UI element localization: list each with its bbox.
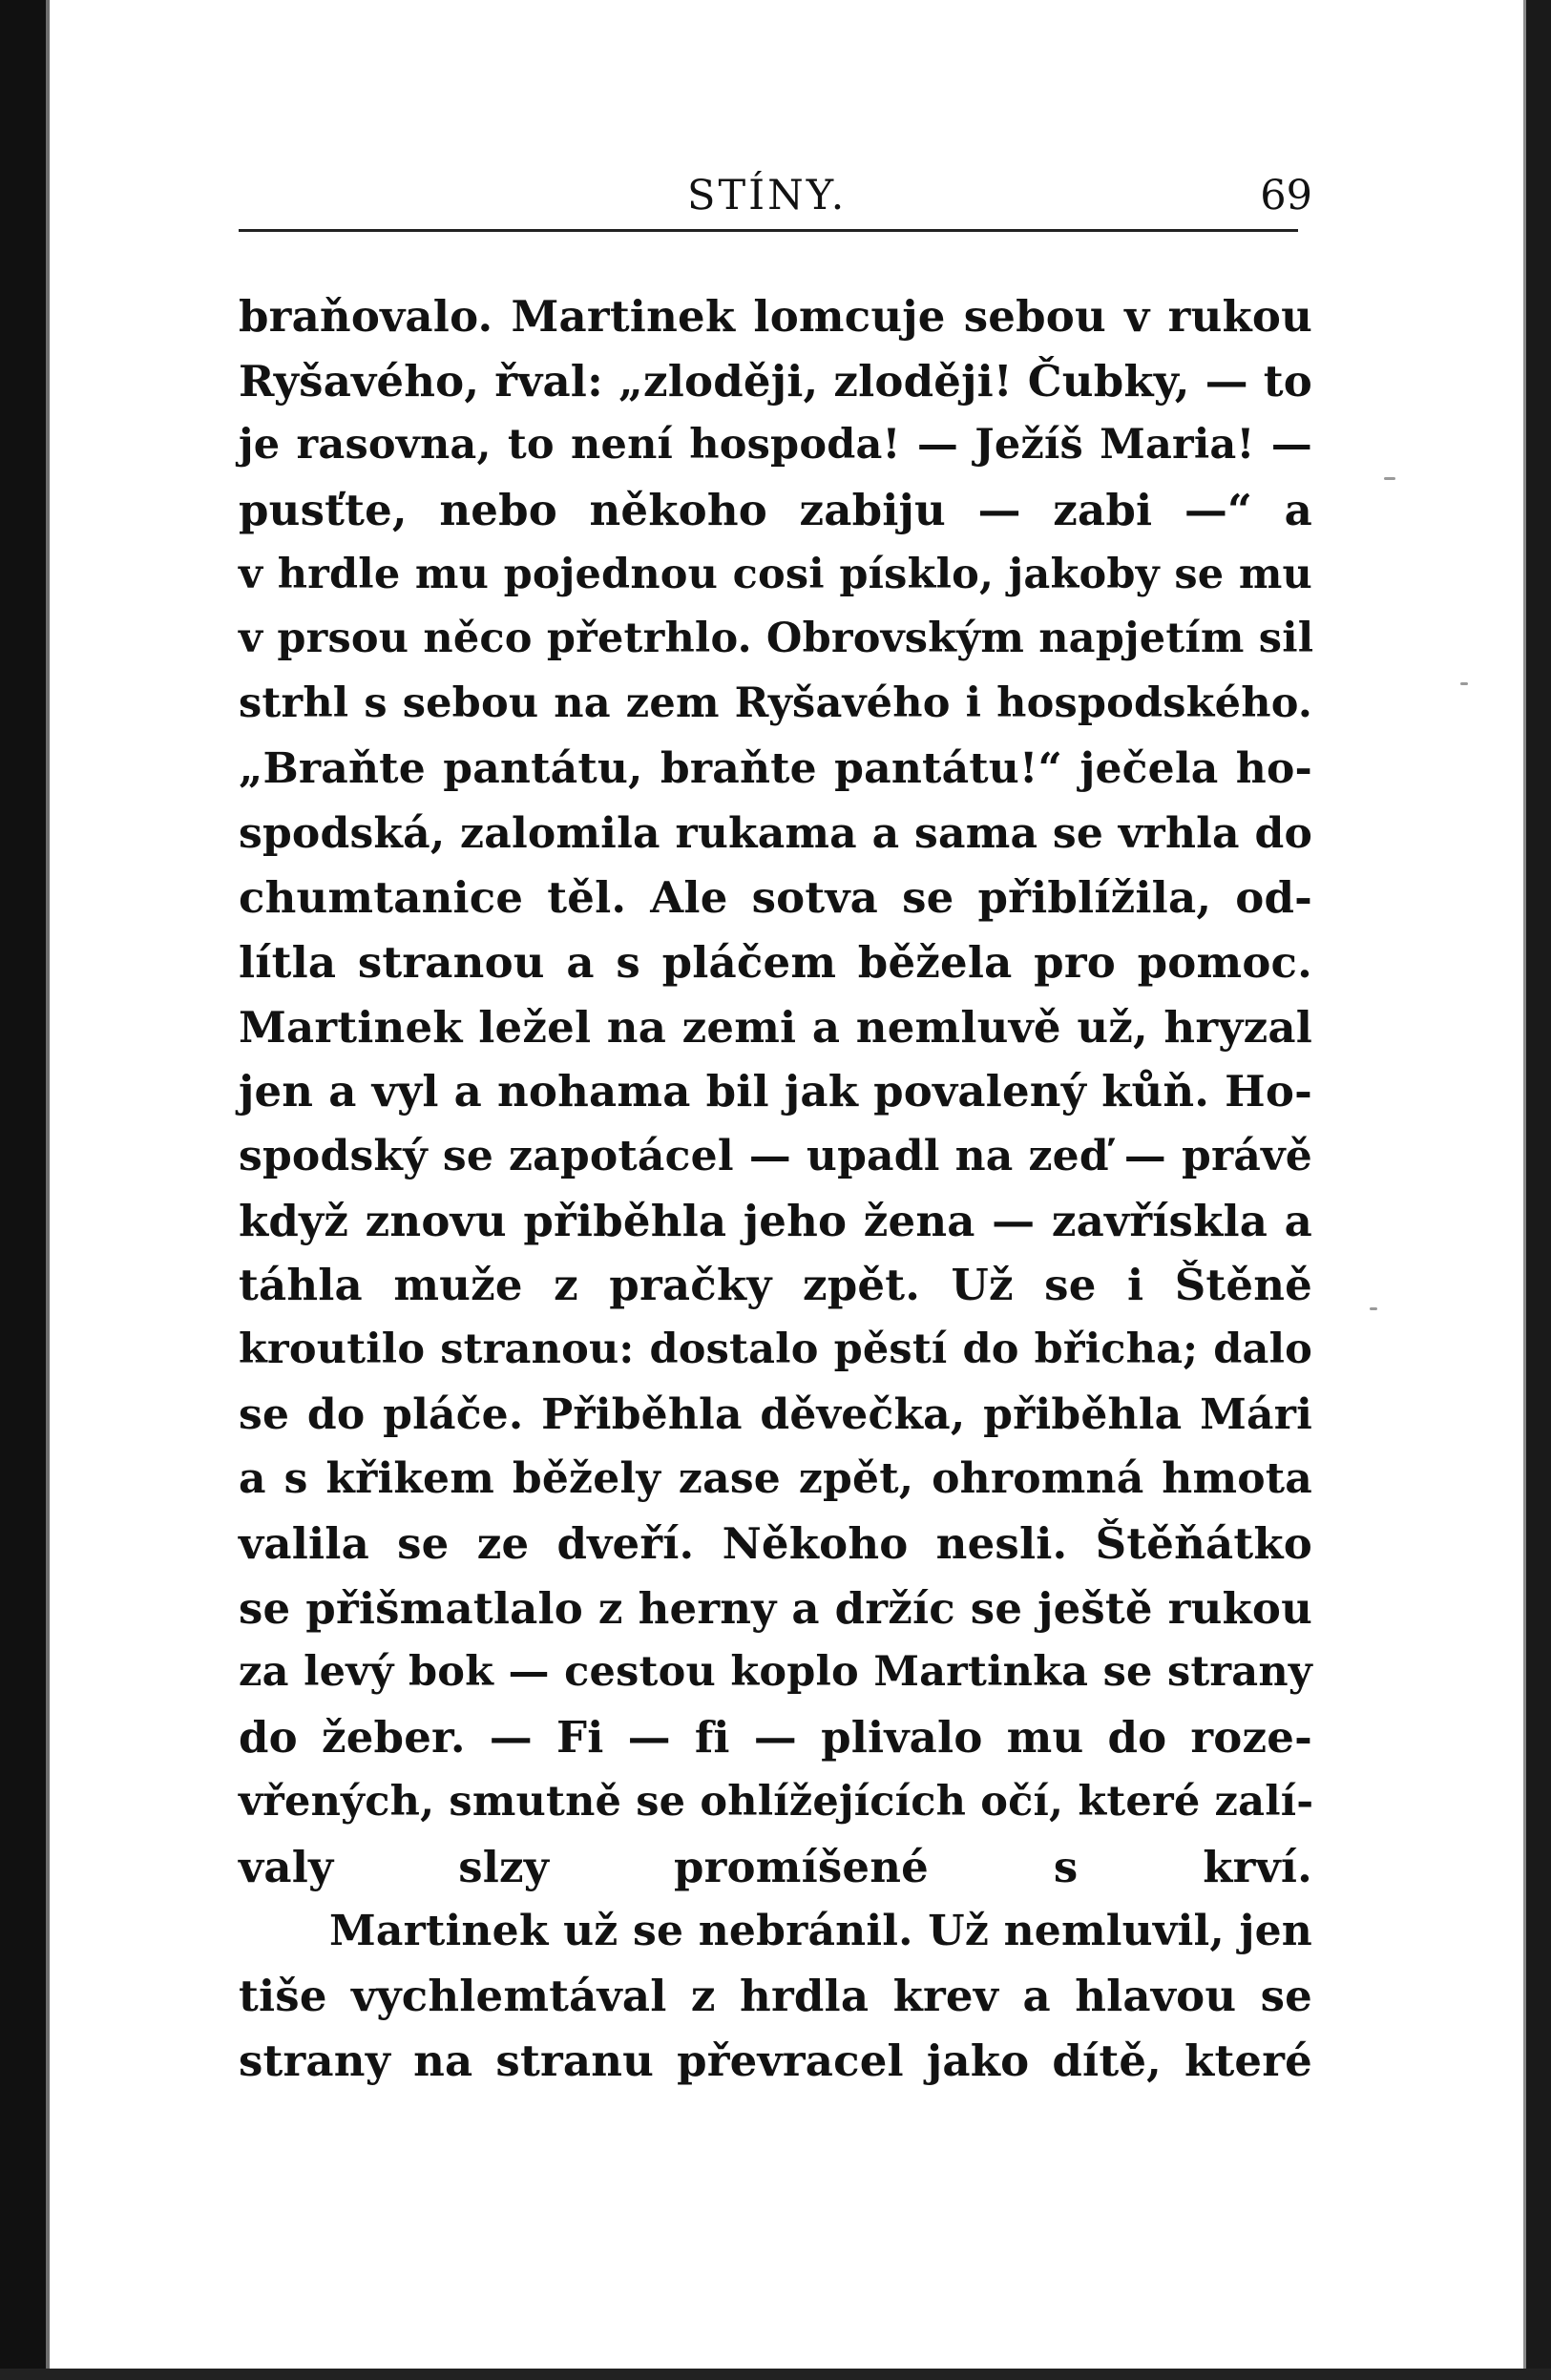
text-line: Martinek už se nebránil. Už nemluvil, jen: [329, 1907, 1312, 1956]
text-line: za levý bok — cestou koplo Martinka se strany: [239, 1648, 1312, 1697]
body-text: [239, 284, 1312, 2093]
book-page: [239, 162, 1312, 2309]
text-line: chumtanice těl. Ale sotva se přiblížila, od-: [239, 872, 1312, 924]
text-line: lítla stranou a s pláčem běžela pro pomoc.: [239, 936, 1312, 988]
page-number: 69: [1260, 172, 1312, 219]
bottom-page-edge: [0, 2369, 1551, 2380]
text-line: Martinek ležel na zemi a nemluvě už, hryzal: [239, 1001, 1312, 1053]
text-line: strany na stranu převracel jako dítě, které: [239, 2035, 1312, 2086]
text-line: braňovalo. Martinek lomcuje sebou v rukou: [239, 291, 1312, 342]
text-line: spodská, zalomila rukama a sama se vrhla do: [239, 808, 1312, 858]
left-binding-edge: [46, 0, 50, 2380]
text-line: se do pláče. Přiběhla děvečka, přiběhla Mári: [239, 1389, 1312, 1439]
paragraph: [239, 284, 1312, 1899]
text-line: v prsou něco přetrhlo. Obrovským napjetím sil: [239, 615, 1314, 663]
text-line: kroutilo stranou: dostalo pěstí do břicha; dalo: [239, 1326, 1312, 1373]
text-line: když znovu přiběhla jeho žena — zavřískla a: [239, 1195, 1312, 1246]
text-line: valila se ze dveří. Někoho nesli. Štěňátko: [239, 1518, 1312, 1570]
right-page-edge: [1523, 0, 1526, 2380]
paragraph: [239, 1899, 1312, 2093]
text-line: do žeber. — Fi — fi — plivalo mu do roze-: [239, 1712, 1312, 1764]
left-binding-shadow: [0, 0, 46, 2380]
text-line: je rasovna, to není hospoda! — Ježíš Maria! —: [239, 421, 1312, 470]
text-line: pusťte, nebo někoho zabiju — zabi —“ a: [239, 485, 1312, 536]
text-line: spodský se zapotácel — upadl na zeď — právě: [239, 1131, 1312, 1180]
chapter-title: STÍNY.: [687, 172, 848, 219]
text-line: valy slzy promíšené s krví.: [239, 1841, 1312, 1892]
text-line: Ryšavého, řval: „zloději, zloději! Čubky, — to: [239, 355, 1312, 407]
paper-speck: [1460, 682, 1468, 685]
text-line: jen a vyl a nohama bil jak povalený kůň. Ho-: [239, 1066, 1312, 1117]
text-line: „Braňte pantátu, braňte pantátu!“ ječela ho-: [239, 743, 1312, 793]
right-page-edge-shadow: [1526, 0, 1551, 2380]
text-line: strhl s sebou na zem Ryšavého i hospodského.: [239, 679, 1312, 728]
running-header: [239, 162, 1312, 229]
text-line: vřených, smutně se ohlížejících očí, které zalí-: [239, 1777, 1314, 1826]
header-rule: [239, 229, 1298, 232]
text-line: se přišmatlalo z herny a držíc se ještě rukou: [239, 1582, 1312, 1634]
text-line: v hrdle mu pojednou cosi písklo, jakoby se mu: [239, 550, 1312, 598]
text-line: táhla muže z pračky zpět. Už se i Štěně: [239, 1260, 1312, 1311]
paper-speck: [1370, 1307, 1377, 1310]
text-line: a s křikem běžely zase zpět, ohromná hmota: [239, 1454, 1312, 1504]
paper-speck: [1384, 477, 1395, 480]
text-line: tiše vychlemtával z hrdla krev a hlavou se: [239, 1970, 1312, 2021]
